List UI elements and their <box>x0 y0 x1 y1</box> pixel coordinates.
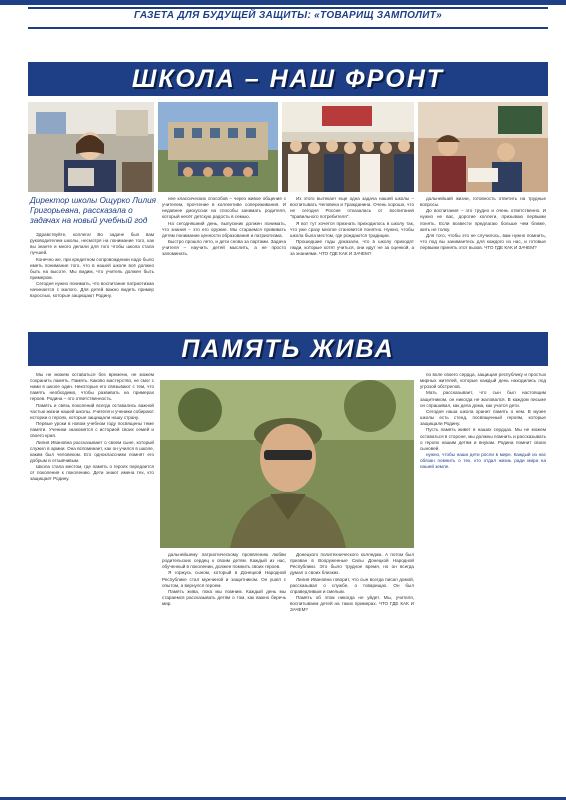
photo-soldier-image <box>160 380 414 548</box>
section1-column-4 <box>420 196 546 350</box>
photo-classroom-image <box>418 102 548 192</box>
paragraph: До воспитания – это трудно и очень ответственно. И нужно не вас, дорогие коллеги, призываю первыми понять. Если возвести предлагаю больше чем ближе, жить не толку. <box>420 208 546 232</box>
paragraph: нее классических способов – через живое общение с учителем, прочтение в коллективе сопереживания. И недавнее дискуссии на способы занимать родителя, который несёт детскую радость в семью. <box>162 196 286 220</box>
paragraph: Быстро прошло лето, и дети снова за партами. Задача учителя – научить детей мыслить, а не просто запоминать. <box>162 239 286 257</box>
paragraph: Конечно же, при кредитном сопровождении надо было иметь понимание того, что в нашей школе всё должно быть на высоте. Мы видим, что учитель должен быть примером. <box>30 256 154 280</box>
photo-school-building-image <box>158 102 278 192</box>
section1-column-2 <box>162 196 286 350</box>
paragraph: Лилия Ивановна говорит, что сын всегда писал домой, рассказывал о службе, о товарищах. Он был справедливым и смелым. <box>290 576 414 594</box>
section2-column-2-top <box>162 372 286 380</box>
newspaper-header <box>28 7 548 29</box>
paragraph: Лилия Ивановна рассказывает о своем сыне, который служил в армии. Она вспоминает, как он учился в школе, каким был человеком. Его одноклассники помнят его добрым и отзывчивым. <box>30 439 154 463</box>
section-banner-memory <box>28 332 548 366</box>
photo-principal <box>28 102 154 192</box>
paragraph: Донецкого политехнического колледжа. А потом был призван в Вооруженные Силы Донецкой Народной Республики. Это было трудное время, но он всегда думал о своих близких. <box>290 552 414 576</box>
photo-classroom <box>418 102 548 192</box>
photo-caption: Директор школы Ощурко Лилия Григорьевна, рассказала о задачах на новый учебный год <box>30 196 157 225</box>
photo-soldier <box>160 380 414 548</box>
paragraph: дальнейший жизни, готовность ответить на трудные вопросы. <box>420 196 546 208</box>
paragraph: Из этого вытекает еще одна задача нашей школы – воспитывать Человека и Гражданина. Очень хорошо, что не сегодня Россия отказалась от воспитания "правильного потребителя". <box>290 196 414 220</box>
paragraph: Сегодня наша школа хранит память о нем. В музее школы есть стенд, посвященный героям, которые защищали Родину. <box>420 408 546 427</box>
section-banner-memory-title: ПАМЯТЬ ЖИВА <box>181 335 395 363</box>
photo-assembly <box>282 102 414 192</box>
section-banner-school <box>28 62 548 96</box>
photo-school-building <box>158 102 278 192</box>
paragraph: Сегодня нужно понимать, что воспитание патриотизма начинается с малого. Для детей важно видеть пример взрослых, которые защищают Родину. <box>30 281 154 299</box>
paragraph: Память об этом никогда не уйдет. Мы, учителя, воспитываем детей на таких примерах. ЧТО ГДЕ КАК И ЗАЧЕМ? <box>290 595 414 613</box>
top-rule <box>0 0 566 5</box>
section1-column-3 <box>290 196 414 350</box>
photo-assembly-image <box>282 102 414 192</box>
paragraph: Мы не можем оставаться без времени, не можем сохранить память. Память. Каково мастерство, не смог с ними в школе один. Некоторые его связывают с тем, что память необходимо, чтобы развивать на примерах героев. Родина – это ответственность. <box>30 372 154 402</box>
paragraph: На сегодняшний день, выпускник должен понимать, что знания – это его оружие. Мы стараемся прививать детям понимание ценности образования и патриотизма. <box>162 220 286 238</box>
section2-column-3 <box>290 552 414 792</box>
paragraph: Прошедшие годы доказали, что в школу приходят люди, которые хотят учиться, они идут не за оценкой, а за знаниями. ЧТО ГДЕ КАК И ЗАЧЕМ? <box>290 239 414 257</box>
paragraph: нужно, чтобы наши дети росли в мире. Каждый из нас обязан помнить о тех, кто отдал жизнь ради мира на нашей земле. <box>420 451 546 470</box>
photo-principal-image <box>28 102 154 192</box>
section2-column-2 <box>162 552 286 792</box>
paragraph: дальнейшему патриотическому проявлению любви родительских сердец к своим детям. Каждый из нас, обученный в поколении, должен помнить своих героев. <box>162 552 286 570</box>
section-banner-school-title: ШКОЛА – НАШ ФРОНТ <box>131 65 445 93</box>
paragraph: Память и связь поколений всегда оставались важной частью жизни нашей школы. Учителя и ученики собирают истории о героях, которые защищали нашу страну. <box>30 402 154 420</box>
paragraph: Школа стала местом, где память о героях передается от поколения к поколению. Дети знают имена тех, кто защищает Родину. <box>30 464 154 482</box>
paragraph: Я горжусь сыном, который в Донецкой Народной Республике стал мужчиной и защитником. Он ушел с опытом, а вернулся героем. <box>162 570 286 588</box>
section2-column-4 <box>420 372 546 792</box>
paragraph: Для того, чтобы это не случилось, вам нужно помнить, что под вы занимаетесь для каждого из нас, и готовые первыми принять этот вызов. ЧТО ГДЕ КАК И ЗАЧЕМ? <box>420 232 546 251</box>
paragraph: Первые уроки в новом учебном году посвящены теме памяти. Ученики знакомятся с историей своих семей и своего края. <box>30 421 154 439</box>
paragraph: Память жива, пока мы помним. Каждый день мы стараемся рассказывать детям о том, как важно беречь мир. <box>162 588 286 607</box>
paragraph: по воле своего сердца, защищая республику и простых мирных жителей, которые каждый день находились под угрозой обстрелов. <box>420 372 546 390</box>
paragraph: Я вот тут хочется признать приходилось в школу так, что уже сразу многое становится понятно. Нужно, чтобы школа была местом, где рождаются традиции. <box>290 220 414 238</box>
paragraph: Здравствуйте, коллега! Во задаче был вам руководителем школы, несмотря на понимание того, как вы знаете и много делали для того чтобы школа стала лучшей. <box>30 232 154 256</box>
section2-column-1 <box>30 372 154 792</box>
paragraph: Мать рассказывает, что сын был настоящим защитником, он никогда не жаловался. В каждом письме он спрашивал, как дела дома, как учатся дети. <box>420 390 546 408</box>
paragraph: Пусть память живет в наших сердцах. Мы не можем оставаться в стороне, мы должны помнить и рассказывать о героях нашим детям и внукам. Родина помнит своих сыновей. <box>420 427 546 451</box>
newspaper-header-title: ГАЗЕТА ДЛЯ БУДУЩЕЙ ЗАЩИТЫ: «ТОВАРИЩ ЗАМПОЛИТ» <box>133 10 443 21</box>
